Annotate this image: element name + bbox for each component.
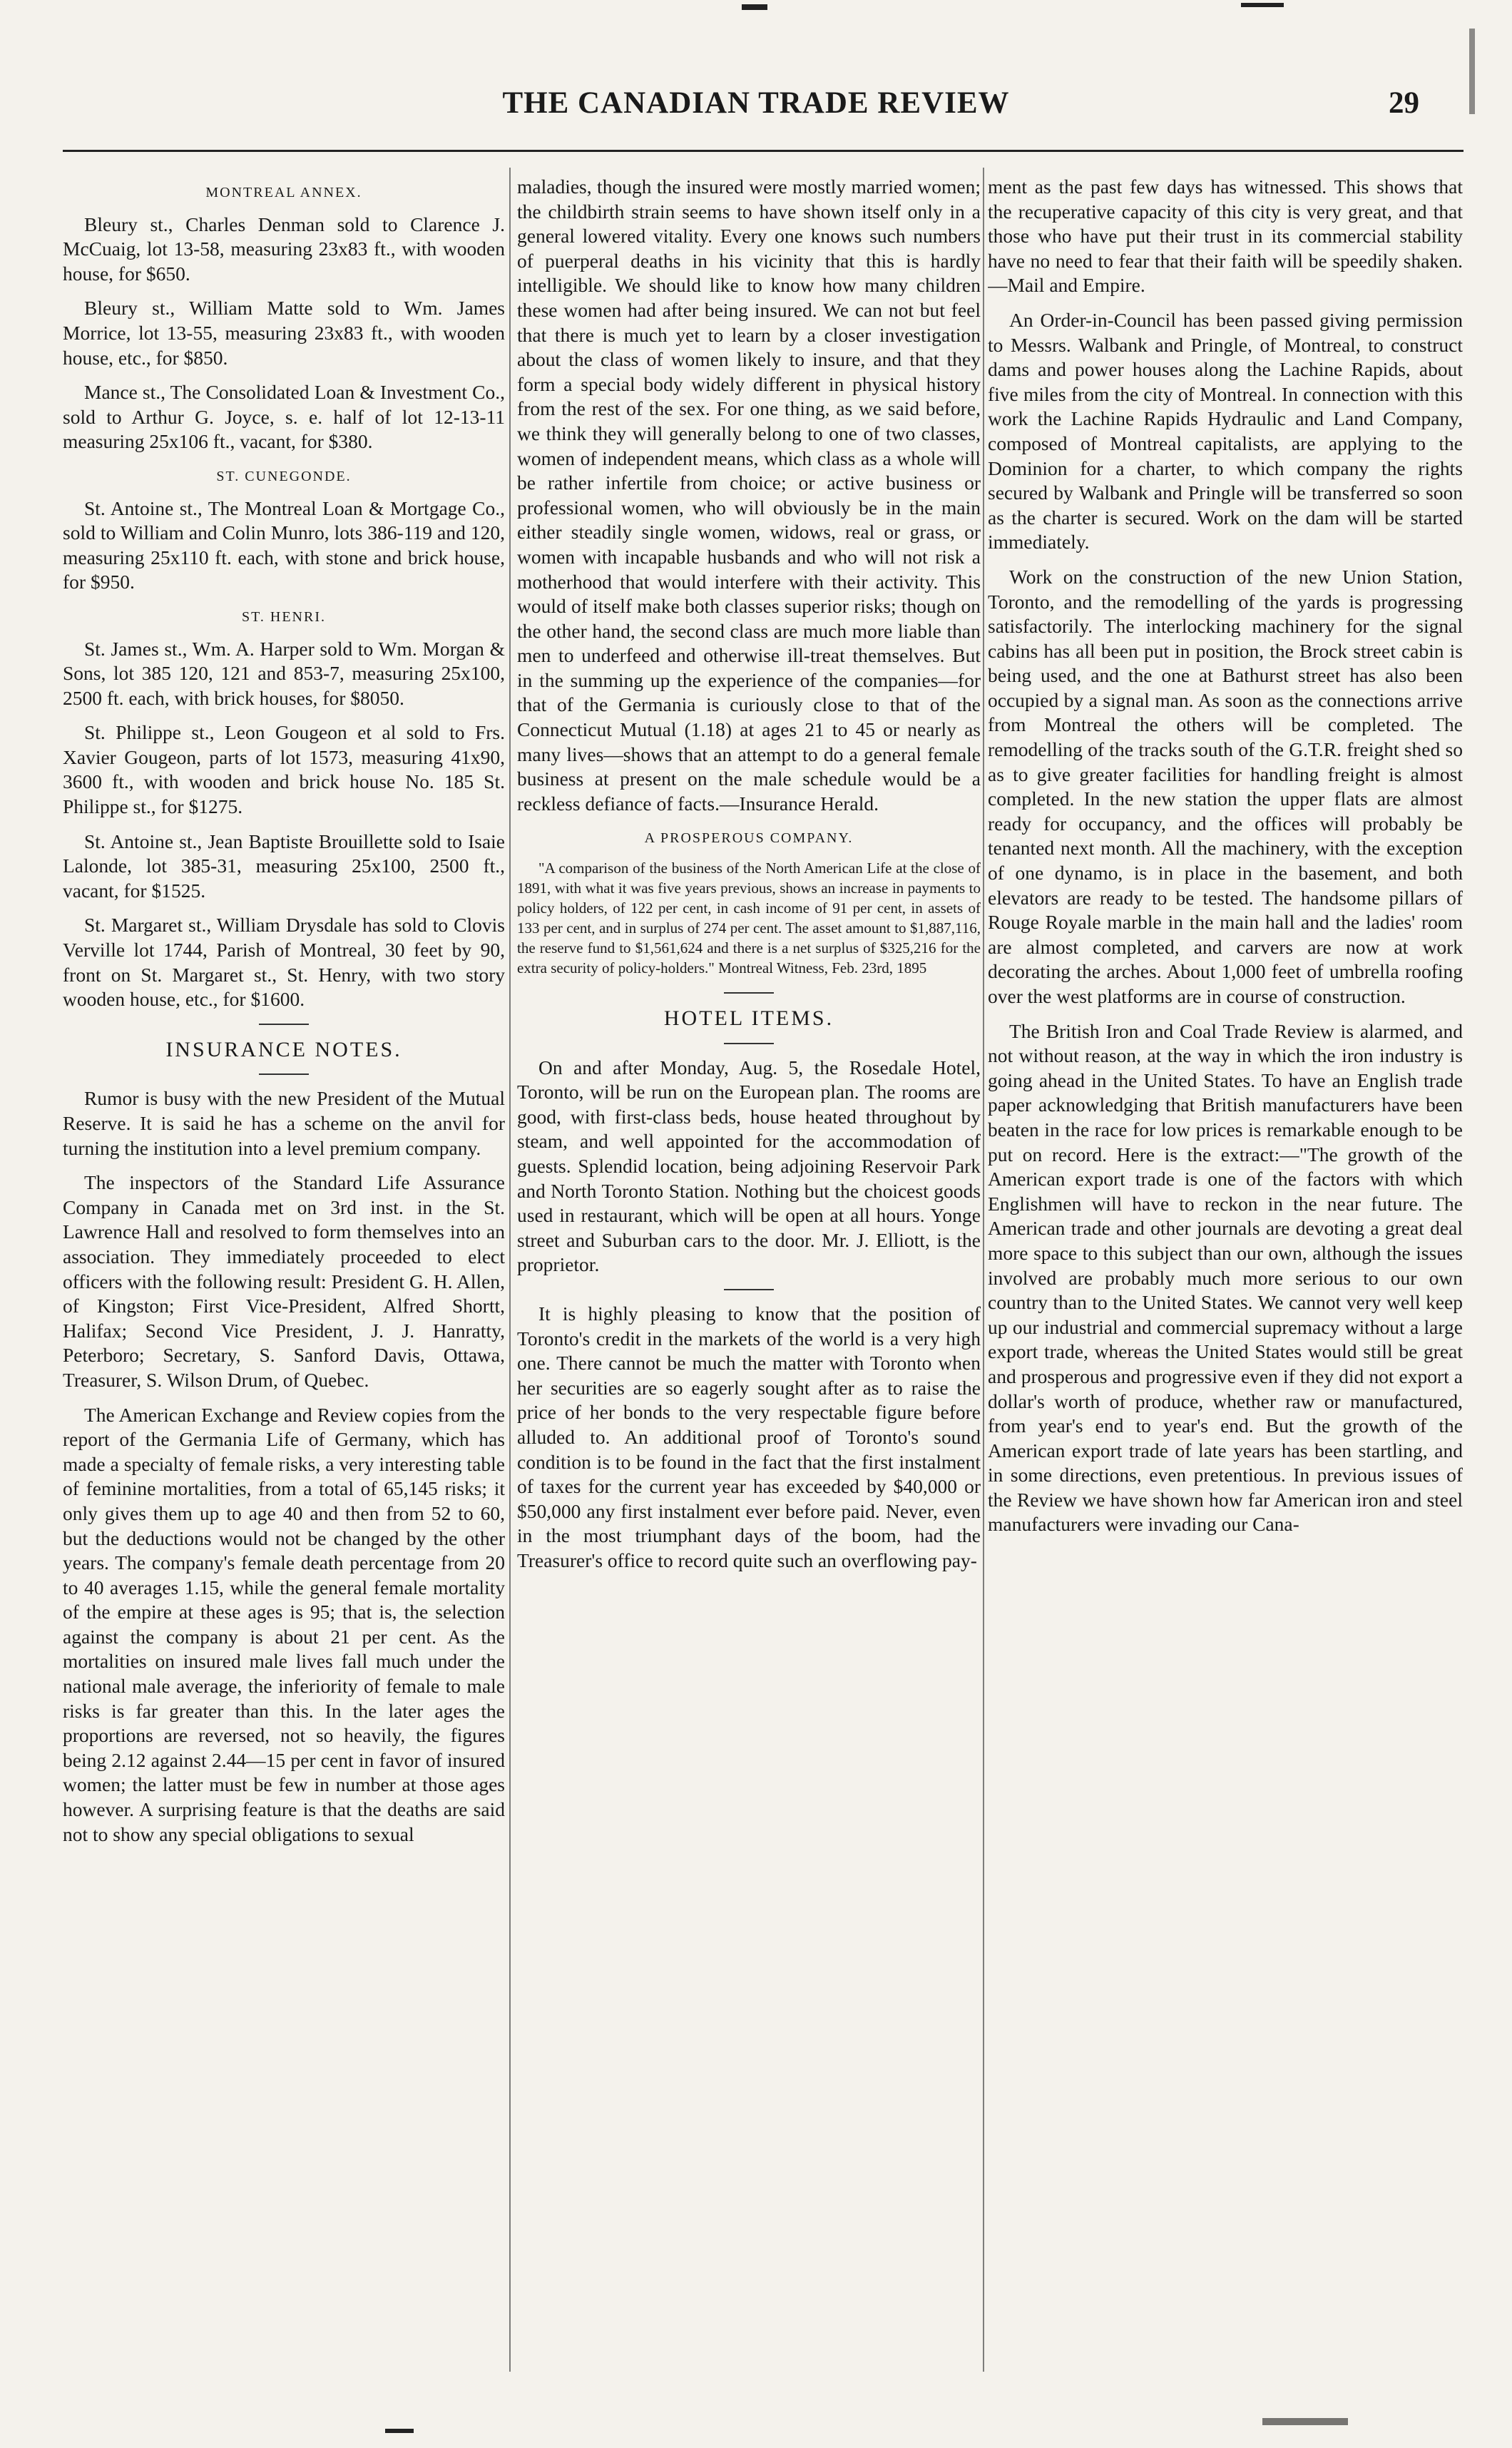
section-heading: HOTEL ITEMS. (663, 1006, 834, 1031)
column-rule (983, 168, 984, 2372)
column-1 (63, 175, 505, 2372)
quoted-extract: "A comparison of the business of the North American Life at the close of 1891, with what it was five years previous, shows an increase in payments to policy holders, of 122 per cent, in cash income of 91 per cent, in assets of 133 per cent, and in surplus of 274 per cent. The asset amount to $1,887,116, the reserve fund to $1,561,624 and there is a net surplus of $325,216 for the extra security of policy-holders." Montreal Witness, Feb. 23rd, 1895 (517, 860, 981, 977)
paragraph: Mance st., The Consolidated Loan & Investment Co., sold to Arthur G. Joyce, s. e. half of lot 12-13-11 measuring 25x106 ft., vacant, for $380. (63, 381, 505, 453)
scan-speck (1262, 2418, 1348, 2425)
paragraph: ment as the past few days has witnessed. This shows that the recuperative capacity of this city is very great, and that those who have put their trust in its commercial stability have no need to fear that their faith will be speedily shaken.—Mail and Empire. (988, 175, 1463, 297)
paragraph: The British Iron and Coal Trade Review is alarmed, and not without reason, at the way in which the iron industry is going ahead in the United States. To have an English trade paper acknowledging that British manufacturers have been beaten in the race for low prices is remarkable enough to be put on record. Here is the extract:—"The growth of the American export trade is one of the factors with which Englishmen will have to reckon in the near future. The American trade and other journals are devoting a great deal more space to this subject than our own, although the issues involved are probably much more serious to our own country than to the United States. We cannot very well keep up our industrial and commercial supremacy without a large export trade, whereas the United States would still be great and prosperous and progressive even if they did not export a dollar's worth of produce, whether raw or manufactured, from year's end to year's end. But the growth of the American export trade of late years has been startling, and in some directions, even pretentious. In previous issues of the Review we have shown how far American iron and steel manufacturers were invading our Cana- (988, 1019, 1463, 1536)
section-heading: MONTREAL ANNEX. (205, 185, 362, 200)
section-divider (724, 1043, 774, 1044)
subheading: A PROSPEROUS COMPANY. (644, 830, 854, 847)
paragraph: It is highly pleasing to know that the position of Toronto's credit in the markets of the world is a very high one. There cannot be much the matter with Toronto when her securities are so eagerly sought after as to raise the price of her bonds to the very respectable figure before alluded to. An additional proof of Toronto's sound condition is to be found in the fact that the first instalment of taxes for the current year has exceeded by $40,000 or $50,000 any first instalment ever before paid. Never, even in the most triumphant days of the boom, had the Treasurer's office to record quite such an overflowing pay- (517, 1302, 981, 1571)
paragraph: Rumor is busy with the new President of the Mutual Reserve. It is said he has a scheme on the anvil for turning the institution into a level premium company. (63, 1087, 505, 1159)
page-number: 29 (1389, 86, 1419, 120)
paragraph: On and after Monday, Aug. 5, the Rosedale Hotel, Toronto, will be run on the European plan. The rooms are good, with first-class beds, house heated throughout by steam, and well appointed for the accommodation of guests. Splendid location, being adjoining Reservoir Park and North Toronto Station. Nothing but the choicest goods used in restaurant, which will be open at all hours. Yonge street and Suburban cars to the door. Mr. J. Elliott, is the proprietor. (517, 1056, 981, 1276)
subheading: ST. HENRI. (242, 608, 326, 625)
scan-speck (1241, 3, 1284, 7)
paragraph: St. James st., Wm. A. Harper sold to Wm. Morgan & Sons, lot 385 120, 121 and 853-7, measuring 25x100, 2500 ft. each, with brick houses, for $8050. (63, 637, 505, 709)
section-divider (259, 1073, 309, 1075)
paragraph: The inspectors of the Standard Life Assurance Company in Canada met on 3rd inst. in the St. Lawrence Hall and resolved to form themselves into an association. They immediately proceeded to elect officers with the following result: President G. H. Allen, of Kingston; First Vice-President, Alfred Shortt, Halifax; Second Vice President, J. J. Hanratty, Peterboro; Secretary, S. Sanford Davis, Ottawa, Treasurer, S. Wilson Drum, of Quebec. (63, 1171, 505, 1391)
column-3 (988, 175, 1463, 2372)
paragraph: St. Antoine st., Jean Baptiste Brouillette sold to Isaie Lalonde, lot 385-31, measuring 25x100, 2500 ft., vacant, for $1525. (63, 830, 505, 902)
paragraph: Bleury st., Charles Denman sold to Clarence J. McCuaig, lot 13-58, measuring 23x83 ft., with wooden house, for $650. (63, 213, 505, 285)
section-heading: INSURANCE NOTES. (165, 1037, 402, 1061)
subheading: ST. CUNEGONDE. (216, 468, 352, 484)
paragraph: maladies, though the insured were mostly married women; the childbirth strain seems to have shown itself only in a general lowered vitality. Every one knows such numbers of puerperal deaths in his vicinity that this is hardly intelligible. We should like to know how many children these women had after being insured. We can not but feel that there is much yet to learn by a closer investigation about the class of women likely to insure, and that they form a special body widely different in physical history from the rest of the sex. For one thing, as we said before, we think they will generally belong to one of two classes, women of independent means, which class as a whole will be rather infertile from choice; or active business or professional women, who will obviously be in the main either steadily single women, widows, real or grass, or women with incapable husbands and who will not risk a motherhood that would interfere with their activity. This would of itself make both classes superior risks; though on the other hand, the second class are much more liable than men to underfeed and otherwise ill-treat themselves. But in the summing up the experience of the companies—for that of the Germania is curiously close to that of the Connecticut Mutual (1.18) at ages 21 to 45 or nearly as many lives—shows that an attempt to do a general female business at present on the male schedule would be a reckless defiance of facts.—Insurance Herald. (517, 175, 981, 815)
section-divider (724, 992, 774, 994)
paragraph: An Order-in-Council has been passed giving permission to Messrs. Walbank and Pringle, of Montreal, to construct dams and power houses along the Lachine Rapids, about five miles from the city of Montreal. In connection with this work the Lachine Rapids Hydraulic and Land Company, composed of Montreal capitalists, are applying to the Dominion for a charter, to which company the rights secured by Walbank and Pringle will be transferred so soon as the charter is secured. Work on the dam will be started immediately. (988, 308, 1463, 554)
header-rule (63, 150, 1464, 152)
paragraph: St. Margaret st., William Drysdale has sold to Clovis Verville lot 1744, Parish of Montreal, 30 feet by 90, front on St. Margaret st., St. Henry, with two story wooden house, etc., for $1600. (63, 914, 505, 1011)
paragraph: Work on the construction of the new Union Station, Toronto, and the remodelling of the yards is progressing satisfactorily. The interlocking machinery for the signal cabins has all been put in position, the Brock street cabin is being used, and the one at Bathurst street has also been occupied by a signal man. As soon as the connections arrive from Montreal the others will be completed. The remodelling of the tracks south of the G.T.R. freight shed so as to give greater facilities for handling freight is almost completed. In the new station the upper flats are almost ready for occupancy, and the offices will probably be tenanted next month. All the machinery, with the exception of one dynamo, is in place in the basement, and both elevators are ready to be tested. The handsome pillars of Rouge Royale marble in the main hall and the ladies' room are almost completed, and carvers are now at work decorating the arches. About 1,000 feet of umbrella roofing over the west platforms are in course of construction. (988, 565, 1463, 1007)
scan-speck (385, 2429, 414, 2433)
section-divider (724, 1289, 774, 1290)
paragraph: Bleury st., William Matte sold to Wm. James Morrice, lot 13-55, measuring 23x83 ft., with wooden house, etc., for $850. (63, 297, 505, 369)
column-rule (509, 168, 511, 2372)
page-header (0, 86, 1512, 150)
column-2 (517, 175, 981, 2372)
paragraph: St. Philippe st., Leon Gougeon et al sold to Frs. Xavier Gougeon, parts of lot 1573, measuring 41x90, 3600 ft., with wooden and brick house No. 185 St. Philippe st., for $1275. (63, 721, 505, 818)
paragraph: St. Antoine st., The Montreal Loan & Mortgage Co., sold to William and Colin Munro, lots 386-119 and 120, measuring 25x110 ft. each, with stone and brick house, for $950. (63, 496, 505, 593)
scan-speck (742, 4, 767, 10)
paragraph: The American Exchange and Review copies from the report of the Germania Life of Germany, which has made a specialty of female risks, a very interesting table of feminine mortalities, from a total of 65,145 risks; it only gives them up to age 40 and then from 52 to 60, but the deductions would not be changed by the other years. The company's female death percentage from 20 to 40 averages 1.15, while the general female mortality of the empire at these ages is 95; that is, the selection against the company is about 21 per cent. As the mortalities on insured male lives fall much under the national male average, the inferiority of female to male risks is far greater than this. In the later ages the proportions are reversed, not so heavily, the figures being 2.12 against 2.44—15 per cent in favor of insured women; the latter must be few in number at those ages however. A surprising feature is that the deaths are said not to show any special obligations to sexual (63, 1403, 505, 1845)
section-divider (259, 1024, 309, 1025)
running-title: THE CANADIAN TRADE REVIEW (502, 86, 1010, 120)
